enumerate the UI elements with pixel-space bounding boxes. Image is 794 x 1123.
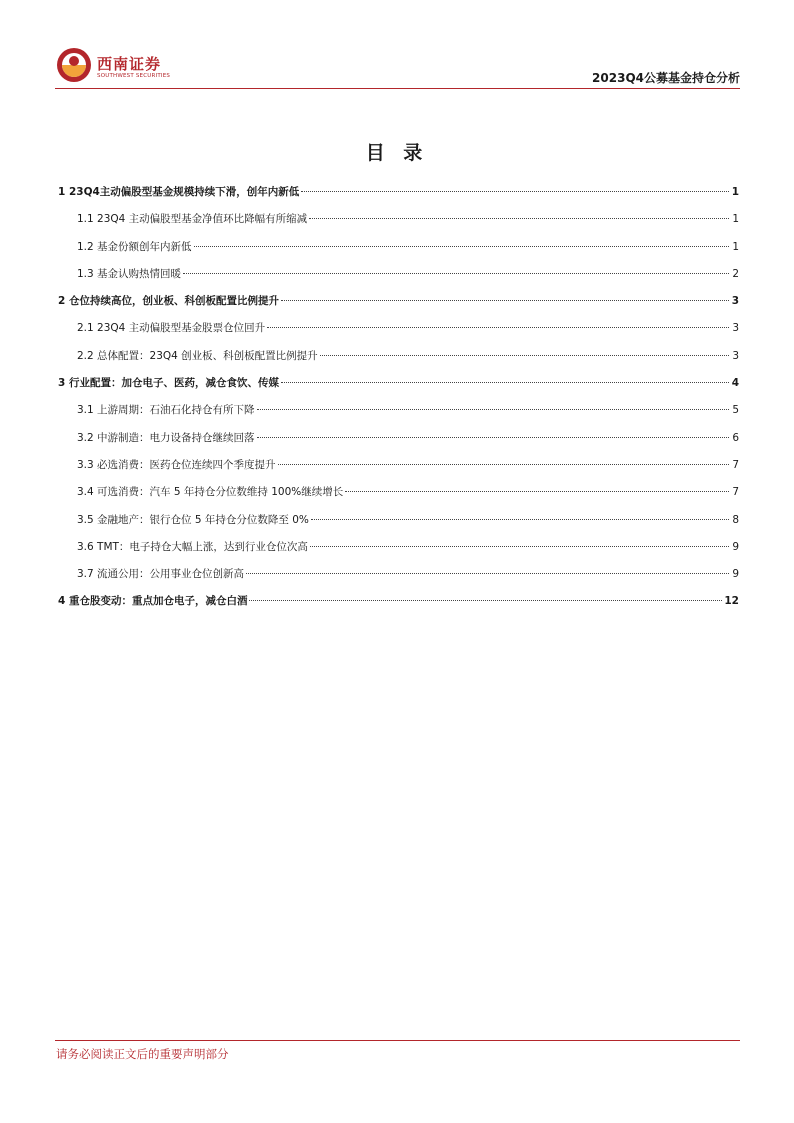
toc-entry-title: 3.5 金融地产：银行仓位 5 年持仓分位数降至 0% xyxy=(77,513,309,526)
logo-chinese-name: 西南证券 xyxy=(97,55,162,73)
toc-page-number: 12 xyxy=(724,595,739,608)
toc-page-number: 3 xyxy=(732,322,739,335)
toc-leader-dots xyxy=(183,273,729,274)
report-title: 2023Q4公募基金持仓分析 xyxy=(592,71,740,85)
toc-entry[interactable] xyxy=(58,348,739,375)
footer-disclaimer: 请务必阅读正文后的重要声明部分 xyxy=(56,1047,229,1061)
toc-entry[interactable] xyxy=(58,239,739,266)
toc-entry-title: 2.2 总体配置：23Q4 创业板、科创板配置比例提升 xyxy=(77,349,318,362)
toc-page-number: 7 xyxy=(732,486,739,499)
toc-entry-title: 3.3 必选消费：医药仓位连续四个季度提升 xyxy=(77,458,276,471)
toc-heading: 目 录 xyxy=(365,142,429,164)
toc-entry-title: 3.4 可选消费：汽车 5 年持仓分位数维持 100%继续增长 xyxy=(77,486,344,499)
toc-page-number: 4 xyxy=(731,377,739,390)
toc-entry-title: 1.3 基金认购热情回暖 xyxy=(77,267,182,280)
toc-entry[interactable] xyxy=(58,430,739,457)
toc-leader-dots xyxy=(246,573,729,574)
toc-page-number: 2 xyxy=(732,267,739,280)
toc-page-number: 5 xyxy=(732,404,739,417)
toc-entry-title: 2.1 23Q4 主动偏股型基金股票仓位回升 xyxy=(77,322,266,335)
toc-entry[interactable] xyxy=(58,512,739,539)
toc-leader-dots xyxy=(249,600,722,601)
toc-page-number: 1 xyxy=(732,213,739,226)
toc-leader-dots xyxy=(281,300,729,301)
toc-page-number: 9 xyxy=(732,540,739,553)
toc-entry[interactable] xyxy=(58,211,739,238)
toc-entry[interactable] xyxy=(58,266,739,293)
toc-page-number: 3 xyxy=(732,349,739,362)
toc-entry-title: 1 23Q4主动偏股型基金规模持续下滑，创年内新低 xyxy=(58,186,300,198)
toc-entry-title: 3.6 TMT：电子持仓大幅上涨，达到行业仓位次高 xyxy=(77,540,308,553)
toc-entry[interactable] xyxy=(58,375,739,402)
toc-entry-title: 3 行业配置：加仓电子、医药，减仓食饮、传媒 xyxy=(58,377,279,390)
toc-page-number: 9 xyxy=(732,568,739,581)
logo-emblem-icon xyxy=(55,46,93,84)
toc-entry-title: 4 重仓股变动：重点加仓电子，减仓白酒 xyxy=(58,595,248,608)
logo-english-name: SOUTHWEST SECURITIES xyxy=(97,73,171,79)
toc-leader-dots xyxy=(320,355,729,356)
toc-page-number: 8 xyxy=(732,513,739,526)
toc-entry-title: 3.2 中游制造：电力设备持仓继续回落 xyxy=(77,431,255,444)
toc-entry[interactable] xyxy=(58,539,739,566)
toc-entry[interactable] xyxy=(58,184,739,211)
toc-entry[interactable] xyxy=(58,484,739,511)
table-of-contents xyxy=(58,184,739,621)
toc-page-number: 6 xyxy=(732,431,739,444)
toc-entry-title: 2 仓位持续高位，创业板、科创板配置比例提升 xyxy=(58,295,279,308)
toc-leader-dots xyxy=(311,519,729,520)
toc-entry[interactable] xyxy=(58,457,739,484)
toc-entry[interactable] xyxy=(58,566,739,593)
toc-entry-title: 3.7 流通公用：公用事业仓位创新高 xyxy=(77,568,245,581)
toc-leader-dots xyxy=(345,491,729,492)
toc-leader-dots xyxy=(278,464,729,465)
toc-leader-dots xyxy=(257,409,729,410)
toc-entry[interactable] xyxy=(58,402,739,429)
toc-entry-title: 3.1 上游周期：石油石化持仓有所下降 xyxy=(77,404,255,417)
toc-page-number: 1 xyxy=(732,240,739,253)
toc-leader-dots xyxy=(194,246,729,247)
toc-page-number: 1 xyxy=(731,186,739,198)
toc-entry[interactable] xyxy=(58,293,739,320)
page-header xyxy=(55,42,740,92)
toc-leader-dots xyxy=(281,382,729,383)
toc-entry-title: 1.2 基金份额创年内新低 xyxy=(77,240,192,253)
toc-leader-dots xyxy=(257,437,729,438)
toc-leader-dots xyxy=(310,546,729,547)
toc-page-number: 7 xyxy=(732,458,739,471)
company-logo xyxy=(55,46,185,86)
toc-entry[interactable] xyxy=(58,320,739,347)
toc-leader-dots xyxy=(301,191,729,192)
toc-leader-dots xyxy=(309,218,729,219)
header-divider xyxy=(55,88,740,89)
toc-page-number: 3 xyxy=(731,295,739,308)
toc-leader-dots xyxy=(267,327,729,328)
toc-entry-title: 1.1 23Q4 主动偏股型基金净值环比降幅有所缩减 xyxy=(77,213,308,226)
footer-divider xyxy=(55,1040,740,1041)
toc-entry[interactable] xyxy=(58,593,739,620)
